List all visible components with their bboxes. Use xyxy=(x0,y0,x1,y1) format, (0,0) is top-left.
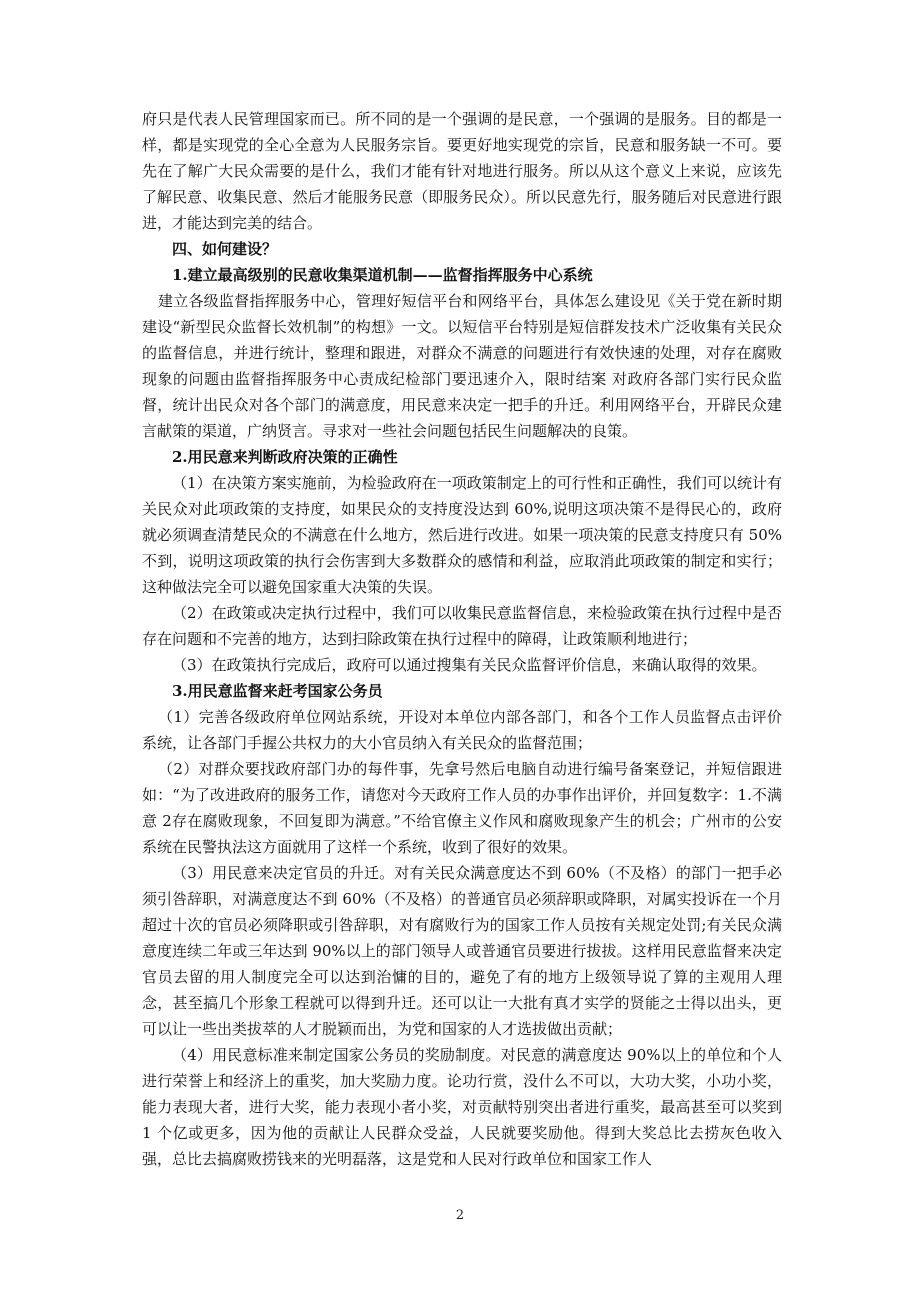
body-paragraph: （2）在政策或决定执行过程中，我们可以收集民意监督信息，来检验政策在执行过程中是否存在问题和不完善的地方，达到扫除政策在执行过程中的障碍，让政策顺利地进行； xyxy=(142,604,782,648)
body-paragraph: （1）完善各级政府单位网站系统，开设对本单位内部各部门，和各个工作人员监督点击评价系统，让各部门手握公共权力的大小官员纳入有关民众的监督范围； xyxy=(142,708,782,752)
body-paragraph: （1）在决策方案实施前，为检验政府在一项政策制定上的可行性和正确性，我们可以统计有关民众对此项政策的支持度，如果民众的支持度没达到 60%,说明这项决策不是得民心的，政府就必须调查清楚民众的不满意在什么地方，然后进行改进。如果一项决策的民意支持度只有 50%不到，说明这项政策的执行会伤害到大多数群众的感情和利益，应取消此项政策的制定和实行；这种做法完全可以避免国家重大决策的失误。 xyxy=(142,474,782,596)
body-paragraph: （3）在政策执行完成后，政府可以通过搜集有关民众监督评价信息，来确认取得的效果。 xyxy=(172,656,767,674)
section-heading: 3.用民意监督来赶考国家公务员 xyxy=(172,682,383,700)
section-heading: 1.建立最高级别的民意收集渠道机制——监督指挥服务中心系统 xyxy=(172,266,593,284)
body-paragraph: 建立各级监督指挥服务中心，管理好短信平台和网络平台，具体怎么建设见《关于党在新时期建设“新型民众监督长效机制”的构想》一文。以短信平台特别是短信群发技术广泛收集有关民众的监督信息，并进行统计，整理和跟进，对群众不满意的问题进行有效快速的处理，对存在腐败现象的问题由监督指挥服务中心责成纪检部门要迅速介入，限时结案 对政府各部门实行民众监督，统计出民众对各个部门的满意度，用民意来决定一把手的升迁。利用网络平台，开辟民众建言献策的渠道，广纳贤言。寻求对一些社会问题包括民生问题解决的良策。 xyxy=(142,292,782,440)
page-number: 2 xyxy=(455,1208,465,1223)
body-paragraph: （4）用民意标准来制定国家公务员的奖励制度。对民意的满意度达 90%以上的单位和个人进行荣誉上和经济上的重奖，加大奖励力度。论功行赏，没什么不可以，大功大奖，小功小奖，能力表现大者，进行大奖，能力表现小者小奖，对贡献特别突出者进行重奖，最高甚至可以奖到 1 个亿或更多，因为他的贡献让人民群众受益，人民就要奖励他。得到大奖总比去捞灰色收入强，总比去搞腐败捞钱来的光明磊落，这是党和人民对行政单位和国家工作人 xyxy=(142,1046,782,1168)
body-paragraph: 府只是代表人民管理国家而已。所不同的是一个强调的是民意，一个强调的是服务。目的都是一样，都是实现党的全心全意为人民服务宗旨。要更好地实现党的宗旨，民意和服务缺一不可。要先在了解广大民众需要的是什么，我们才能有针对地进行服务。所以从这个意义上来说，应该先了解民意、收集民意、然后才能服务民意（即服务民众）。所以民意先行，服务随后对民意进行跟进，才能达到完美的结合。 xyxy=(142,110,782,232)
section-heading: 2.用民意来判断政府决策的正确性 xyxy=(172,448,398,466)
section-heading: 四、如何建设？ xyxy=(172,240,278,258)
document-body xyxy=(142,106,782,1172)
body-paragraph: （3）用民意来决定官员的升迁。对有关民众满意度达不到 60%（不及格）的部门一把手必须引咎辞职，对满意度达不到 60%（不及格）的普通官员必须辞职或降职，对属实投诉在一个月超过十次的官员必须降职或引咎辞职，对有腐败行为的国家工作人员按有关规定处罚;有关民众满意度连续二年或三年达到 90%以上的部门领导人或普通官员要进行拔拔。这样用民意监督来决定官员去留的用人制度完全可以达到治慵的目的，避免了有的地方上级领导说了算的主观用人理念，甚至搞几个形象工程就可以得到升迁。还可以让一大批有真才实学的贤能之士得以出头，更可以让一些出类拔萃的人才脱颖而出，为党和国家的人才选拔做出贡献； xyxy=(142,864,782,1038)
body-paragraph: （2）对群众要找政府部门办的每件事，先拿号然后电脑自动进行编号备案登记，并短信跟进如：“为了改进政府的服务工作，请您对今天政府工作人员的办事作出评价，并回复数字：1.不满意 2存在腐败现象，不回复即为满意。”不给官僚主义作风和腐败现象产生的机会；广州市的公安系统在民警执法这方面就用了这样一个系统，收到了很好的效果。 xyxy=(142,760,782,856)
